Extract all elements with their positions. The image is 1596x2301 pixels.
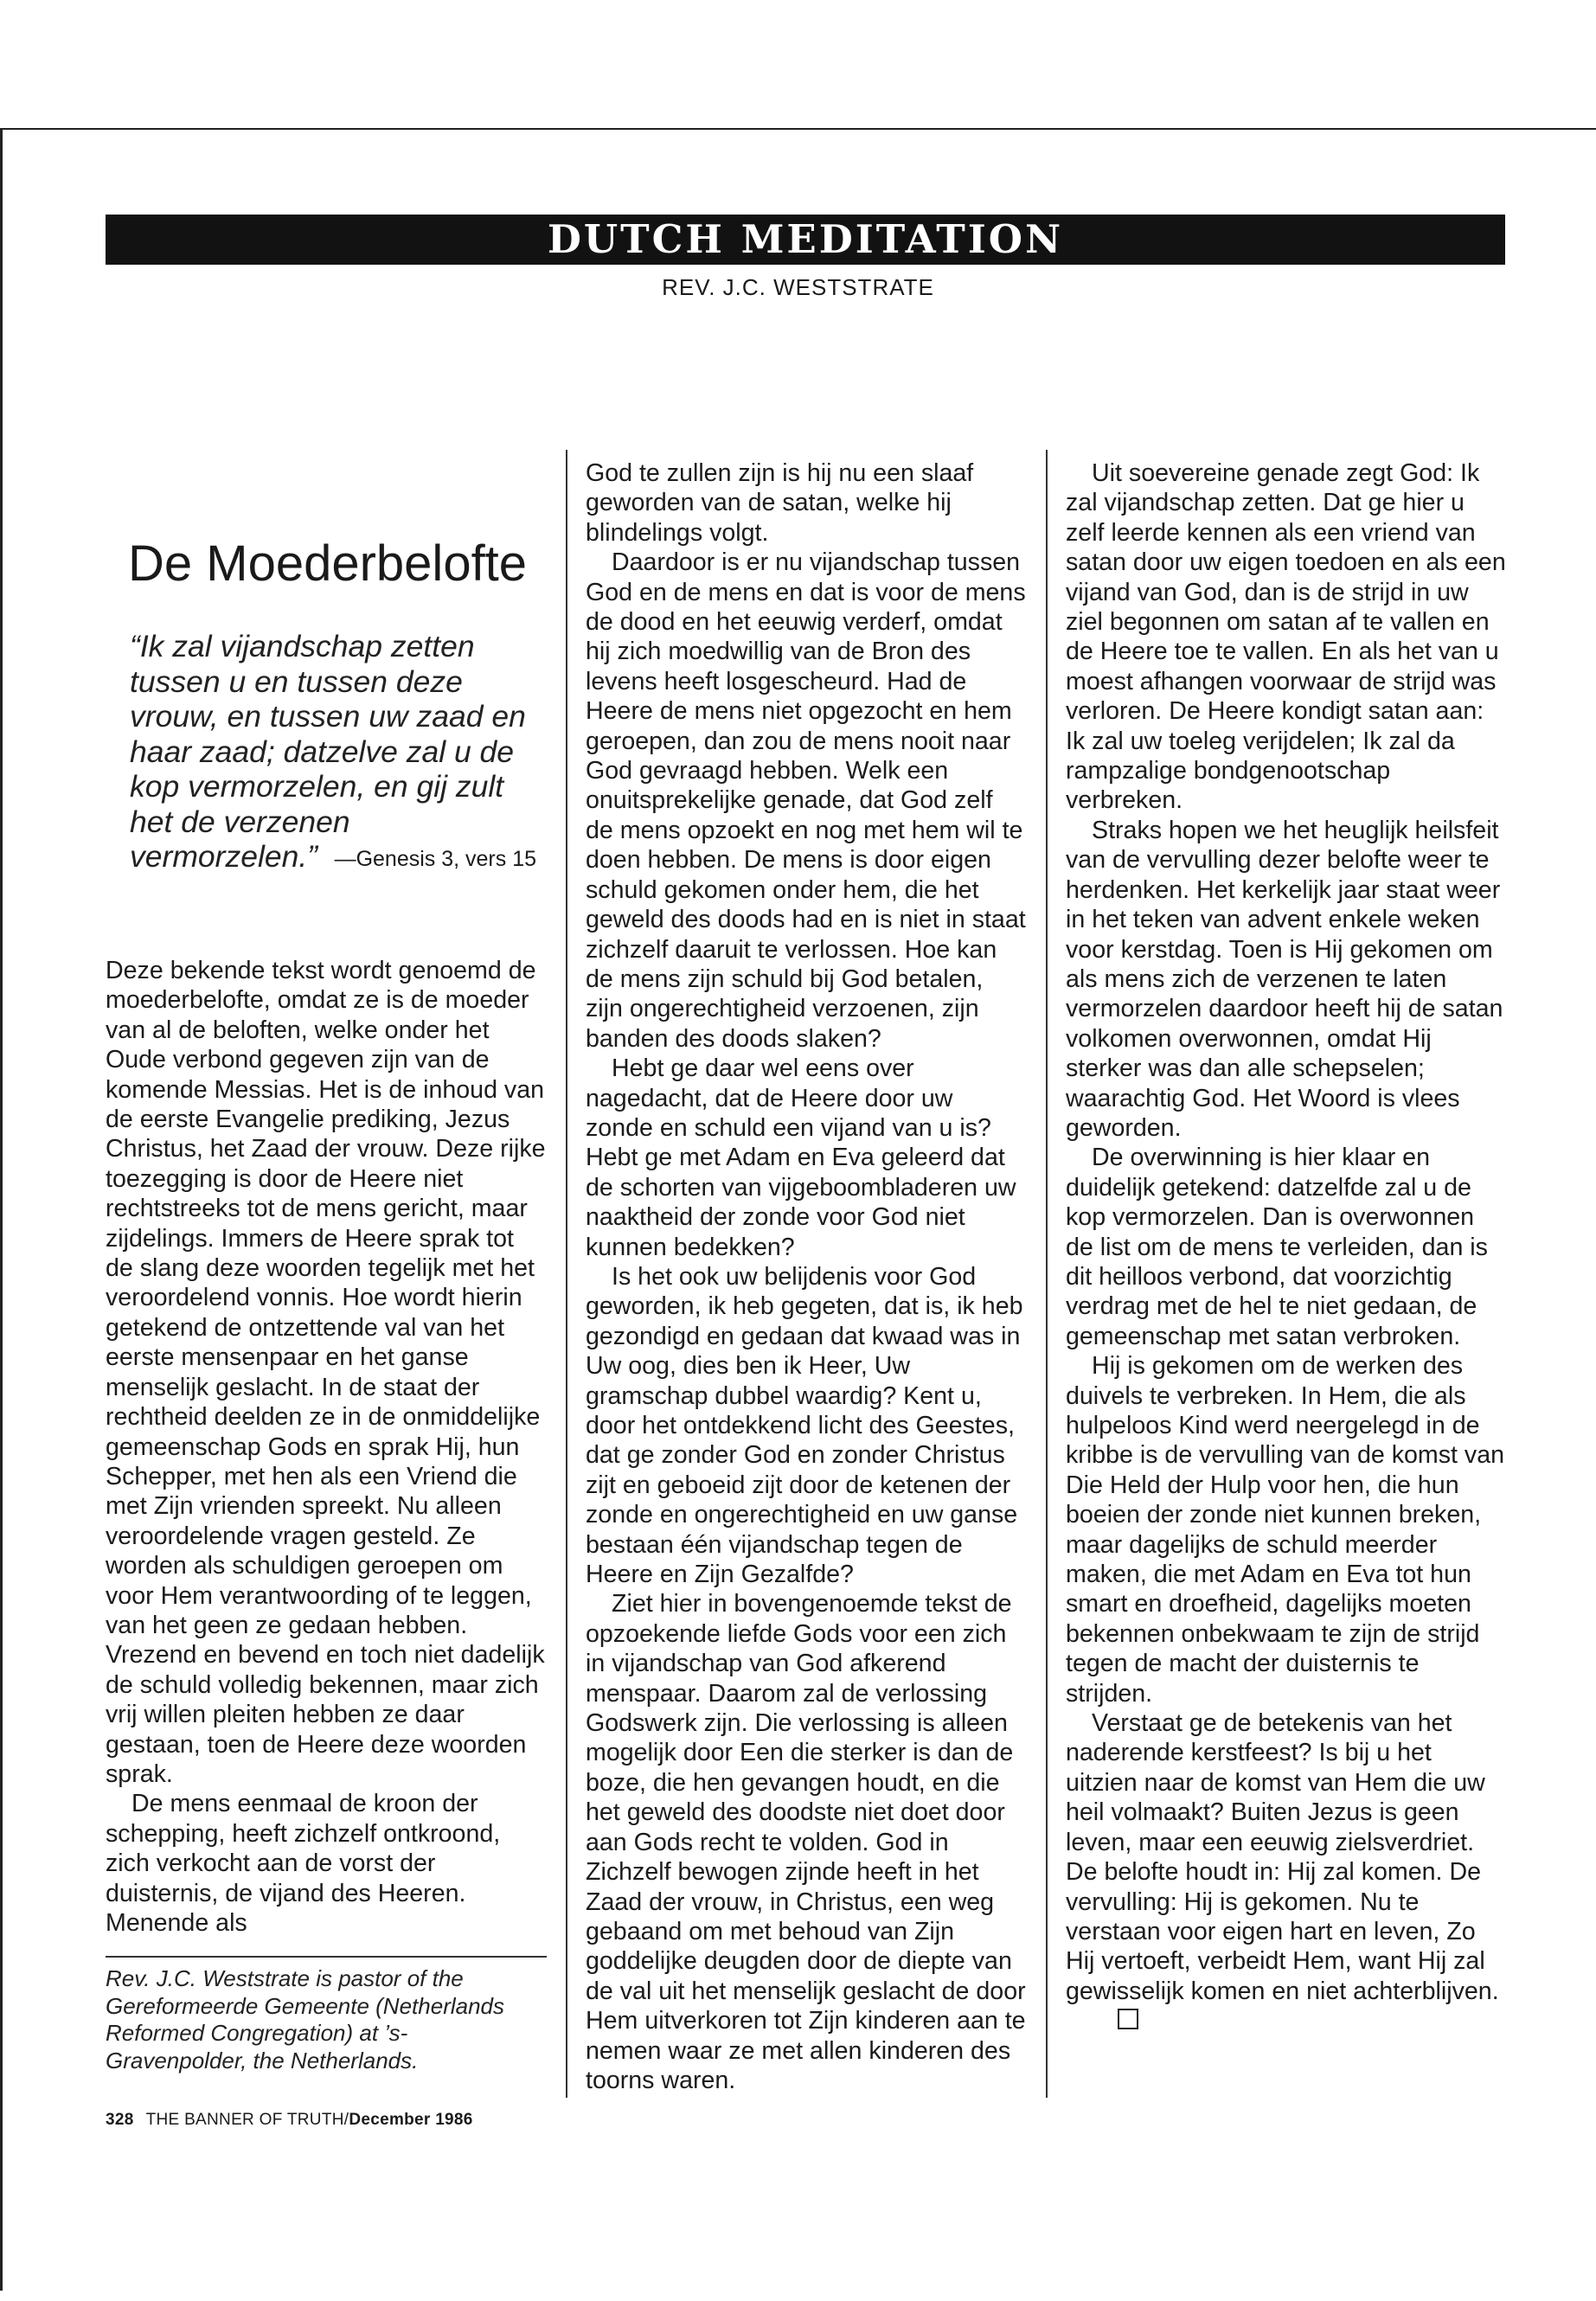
paragraph: Daardoor is er nu vijandschap tussen God en de mens en dat is voor de mens de dood en het eeuwig verderf, omdat hij zich moedwillig van de Bron des levens heeft losgescheurd. Had de Heere de mens niet opgezocht en hem geroepen, dan zou de mens nooit naar God gevraagd hebben. Welk een onuitsprekelijke genade, dat God zelf de mens opzoekt en nog met hem wil te doen hebben. De mens is door eigen schuld gekomen onder hem, die het geweld des doods had en is niet in staat zichzelf daaruit te verlossen. Hoe kan de mens zijn schuld bij God betalen, zijn ongerechtigheid verzoenen, zijn banden des doods slaken? (586, 548, 1026, 1053)
author-byline: REV. J.C. WESTSTRATE (662, 274, 934, 300)
paragraph (1066, 1708, 1507, 2035)
publication-name: THE BANNER OF TRUTH/ (145, 2111, 349, 2129)
column-divider (566, 450, 567, 2098)
paragraph: Uit soevereine genade zegt God: Ik zal vijandschap zetten. Dat ge hier u zelf leerde kennen als een vriend van satan door uw eigen toedoen en als een vijand van God, dan is de strijd in uw ziel begonnen om satan af te vallen en de Heere toe te vallen. En als het van u moest afhangen voorwaar de strijd was verloren. De Heere kondigt satan aan: Ik zal uw toeleg verijdelen; Ik zal da rampzalige bondgenootschap verbreken. (1066, 459, 1506, 815)
scripture-reference: —Genesis 3, vers 15 (334, 847, 536, 871)
column-divider (1046, 450, 1048, 2098)
text-column-3 (1066, 458, 1507, 2036)
banner-title: DUTCH MEDITATION (547, 216, 1064, 262)
top-border-rule (0, 128, 1596, 130)
footnote-divider (106, 1956, 547, 1958)
text-column-2 (586, 458, 1027, 2095)
paragraph: De overwinning is hier klaar en duidelijk getekend: datzelfde zal u de kop vermorzelen. Dan is overwonnen de list om de mens te verleiden, dan is dit heilloos verbond, dat voorzichtig verdrag met de hel te niet gedaan, de gemeenschap met satan verbroken. (1066, 1144, 1488, 1350)
paragraph: Hij is gekomen om de werken des duivels te verbreken. In Hem, die als hulpeloos Kind werd neergelegd in de kribbe is de vervulling van de komst van Die Held der Hulp voor hen, die hun boeien der zonde niet kunnen breken, maar dagelijks de schuld meerder maken, die met Adam en Eva tot hun smart en droefheid, dagelijks moeten bekennen onbekwaam te zijn de strijd tegen de macht der duisternis te strijden. (1066, 1352, 1504, 1708)
paragraph: De mens eenmaal de kroon der schepping, heeft zichzelf ontkroond, zich verkocht aan de vorst der duisternis, de vijand des Heeren. Menende als (106, 1790, 501, 1937)
paragraph: Deze bekende tekst wordt genoemd de moederbelofte, omdat ze is de moeder van al de beloften, welke onder het Oude verbond gegeven zijn van de komende Messias. Het is de inhoud van de eerste Evangelie prediking, Jezus Christus, het Zaad der vrouw. Deze rijke toezegging is door de Heere niet rechtstreeks tot de mens gericht, maar zijdelings. Immers de Heere sprak tot de slang deze woorden tegelijk met het veroordelend vonnis. Hoe wordt hierin getekend de ontzettende val van het eerste mensenpaar en het ganse menselijk geslacht. In de staat der rechtheid deelden ze in de onmiddelijke gemeenschap Gods en sprak Hij, hun Schepper, met hen als een Vriend die met Zijn vrienden spreekt. Nu alleen veroordelende vragen gesteld. Ze worden als schuldigen geroepen om voor Hem verantwoording of te leggen, van het geen ze gedaan hebben. Vrezend en bevend en toch niet dadelijk de schuld volledig bekennen, maar zich vrij willen pleiten hebben ze daar gestaan, toen de Heere deze woorden sprak. (106, 957, 546, 1788)
paragraph: Hebt ge daar wel eens over nagedacht, dat de Heere door uw zonde en schuld een vijand van u is? Hebt ge met Adam en Eva geleerd dat de schorten van vijgeboombladeren uw naaktheid der zonde voor God niet kunnen bedekken? (586, 1054, 1016, 1261)
section-banner (106, 215, 1505, 265)
paragraph: Is het ook uw belijdenis voor God geworden, ik heb gegeten, dat is, ik heb gezondigd en gedaan dat kwaad was in Uw oog, dies ben ik Heer, Uw gramschap dubbel waardig? Kent u, door het ontdekkend licht des Geestes, dat ge zonder God en zonder Christus zijt en geboeid zijt door de ketenen der zonde en ongerechtigheid en uw ganse bestaan één vijandschap tegen de Heere en Zijn Gezalfde? (586, 1262, 1023, 1589)
left-border-rule (0, 128, 3, 2291)
paragraph: Ziet hier in bovengenoemde tekst de opzoekende liefde Gods voor een zich in vijandschap van God afkerend menspaar. Daarom zal de verlossing Godswerk zijn. Die verlossing is alleen mogelijk door Een die sterker is dan de boze, die hen gevangen houdt, en die het geweld des doodste niet doet door aan Gods recht te volden. God in Zichzelf bewogen zijnde heeft in het Zaad der vrouw, in Christus, een weg gebaand om met behoud van Zijn goddelijke deugden door de diepte van de val uit het menselijk geslacht de door Hem uitverkoren tot Zijn kinderen aan te nemen waar ze met allen kinderen des toorns waren. (586, 1590, 1026, 2094)
end-mark-icon (1118, 2009, 1138, 2029)
page-number: 328 (106, 2111, 134, 2129)
paragraph-text: Verstaat ge de betekenis van het naderende kerstfeest? Is bij u het uitzien naar de komst van Hem die uw heil volmaakt? Buiten Jezus is geen leven, maar een eeuwig zielsverdriet. De belofte houdt in: Hij zal komen. De vervulling: Hij is gekomen. Nu te verstaan voor eigen hart en leven, Zo Hij vertoeft, verbeidt Hem, want Hij zal gewisselijk komen en niet achterblijven. (1066, 1709, 1499, 2005)
paragraph: God te zullen zijn is hij nu een slaaf geworden van de satan, welke hij blindelings volgt. (586, 459, 974, 547)
article-title: De Moederbelofte (128, 535, 528, 592)
issue-date: December 1986 (349, 2111, 473, 2129)
page-footer (106, 2111, 473, 2130)
text-column-1 (106, 956, 547, 1938)
scripture-quote: “Ik zal vijandschap zetten tussen u en tussen deze vrouw, en tussen uw zaad en haar zaad; datzelve zal u de kop vermorzelen, en gij zult het de verzenen vermorzelen.” (130, 629, 526, 874)
author-footnote: Rev. J.C. Weststrate is pastor of the Gereformeerde Gemeente (Netherlands Reformed Congregation) at ’s-Gravenpolder, the Netherlands. (106, 1965, 505, 2073)
paragraph: Straks hopen we het heuglijk heilsfeit van de vervulling dezer belofte weer te herdenken. Het kerkelijk jaar staat weer in het teken van advent enkele weken voor kerstdag. Toen is Hij gekomen om als mens zich de verzenen te laten vermorzelen daardoor heeft hij de satan volkomen overwonnen, omdat Hij sterker was dan alle schepselen; waarachtig God. Het Woord is vlees geworden. (1066, 816, 1503, 1142)
